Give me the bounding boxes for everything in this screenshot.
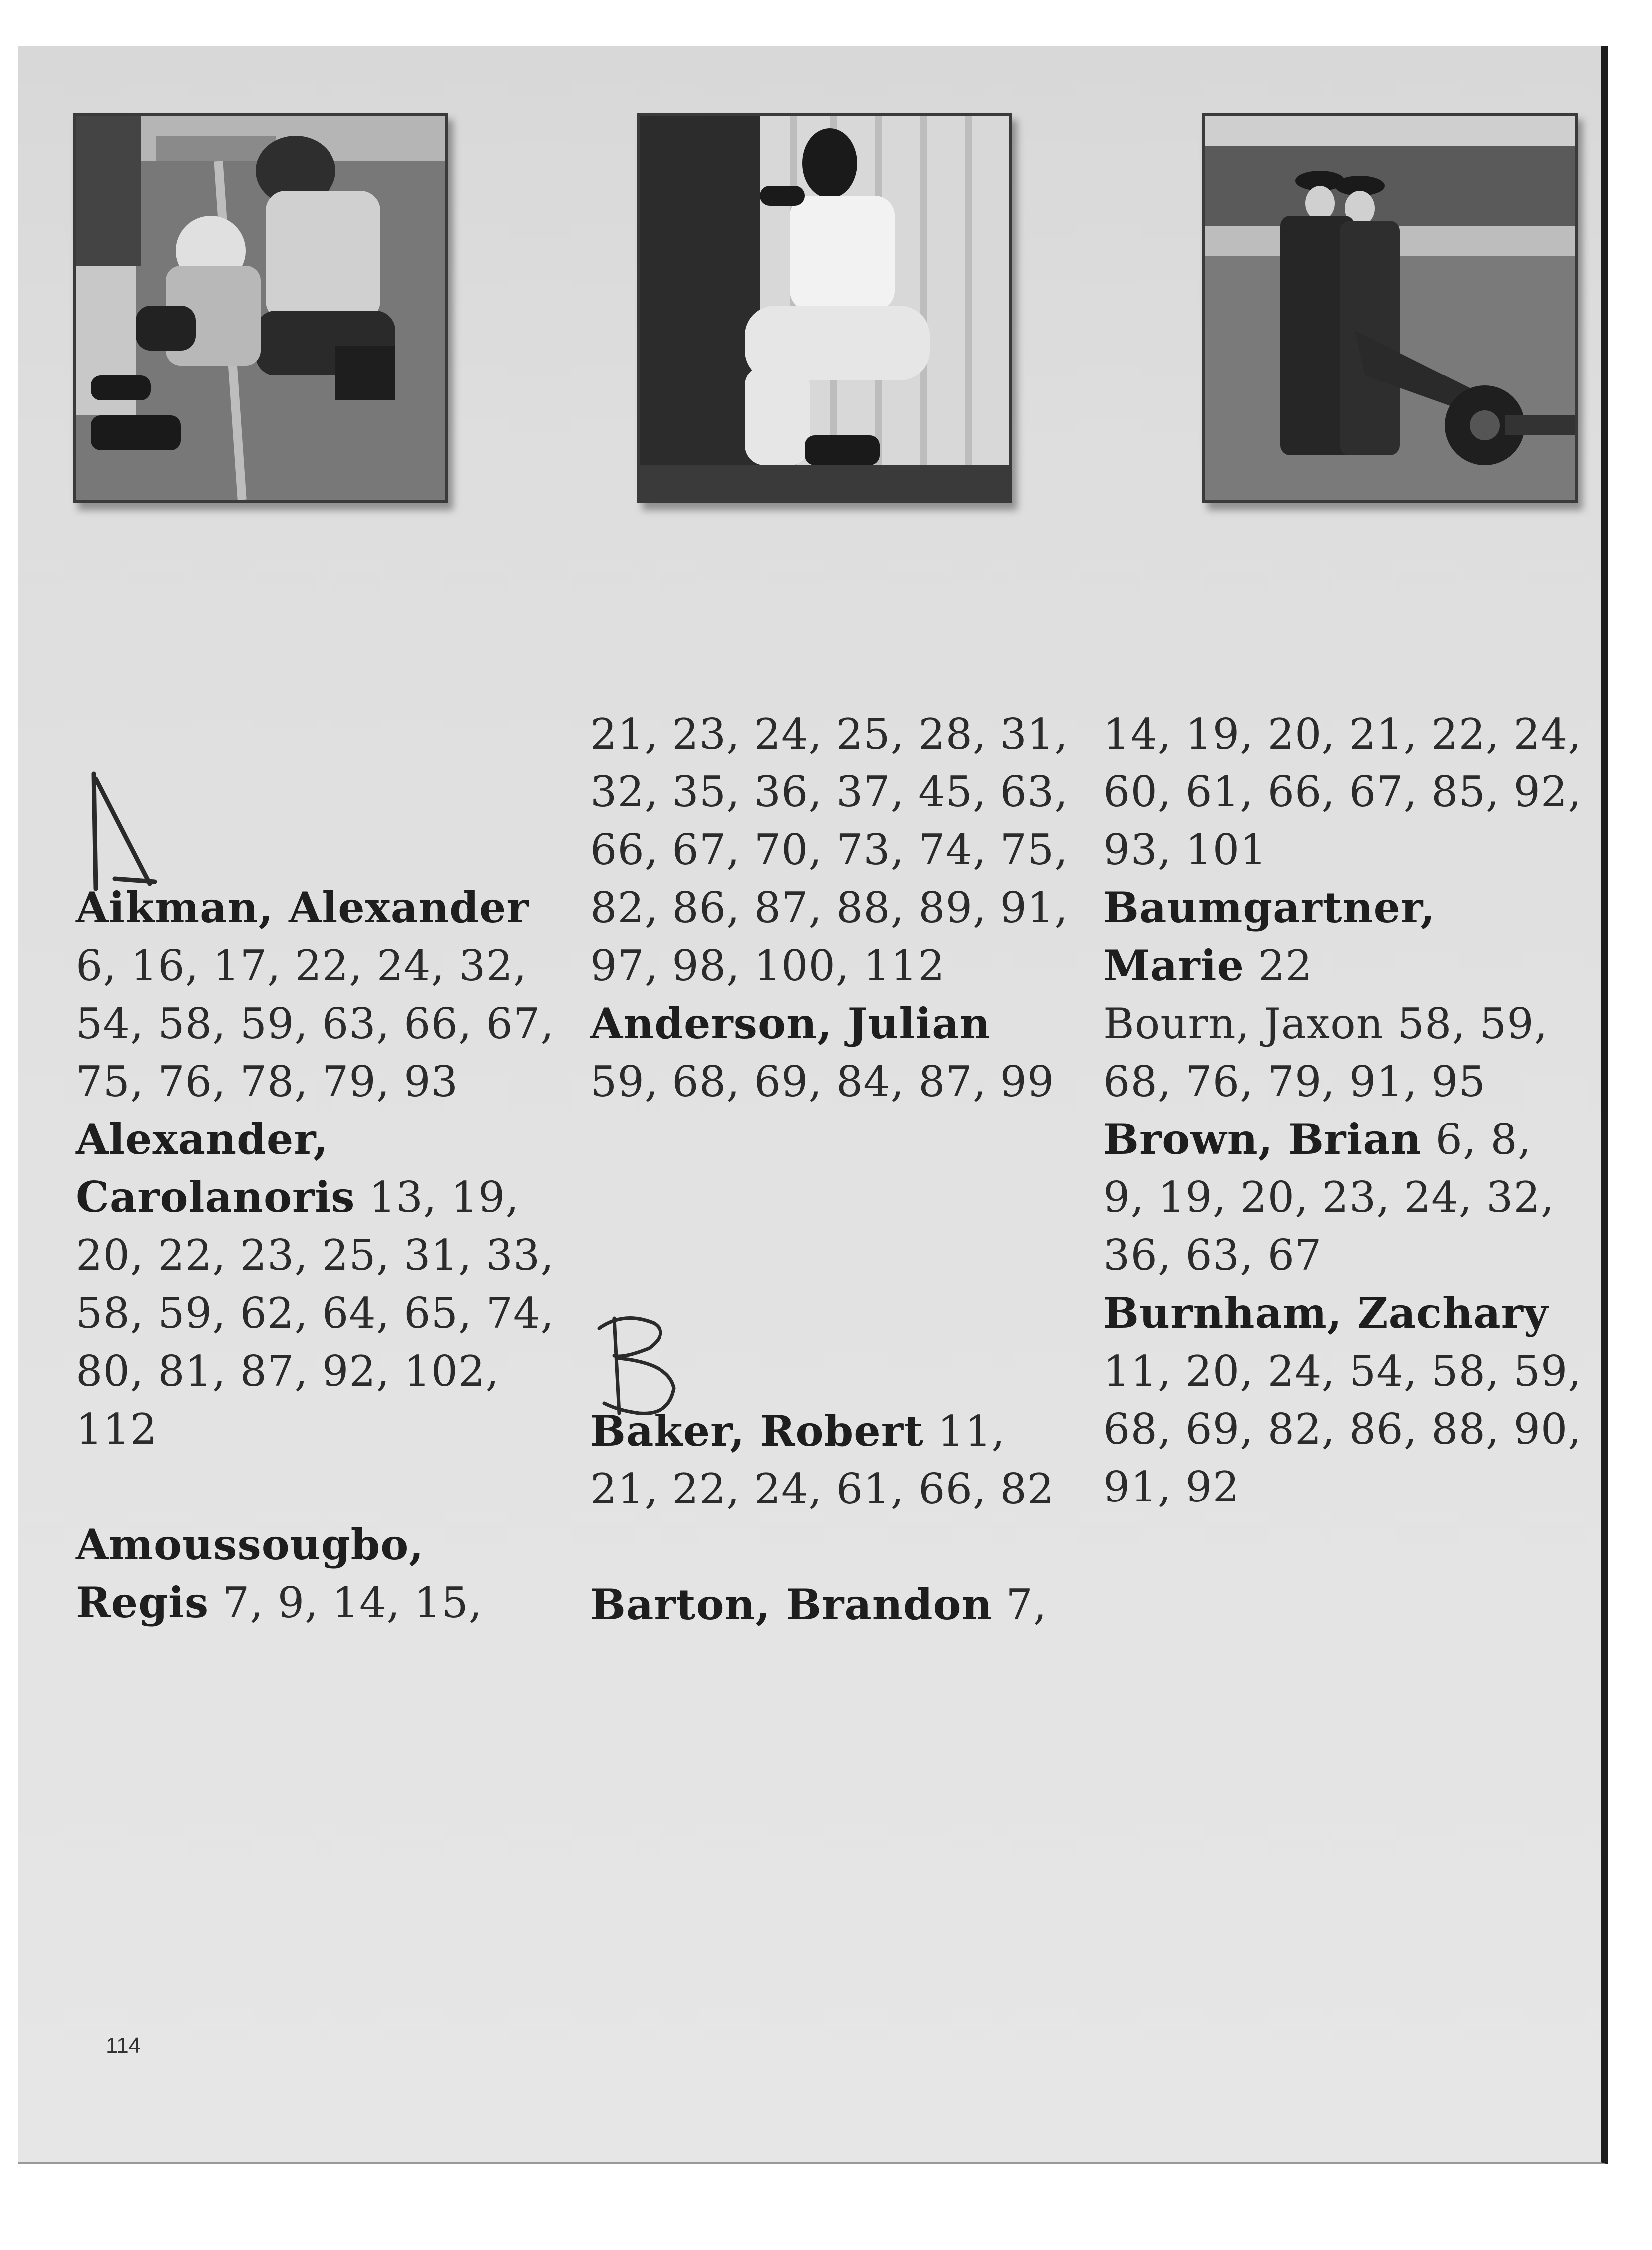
entry-name: Baker, Robert: [590, 1406, 924, 1456]
students-measuring-image: [76, 116, 445, 500]
entry-pages: 13, 19, 20, 22, 23, 25, 31, 33, 58, 59, 62, 64, 65, 74, 80, 81, 87, 92, 102, 112: [76, 1173, 555, 1454]
spacer: [590, 1518, 1069, 1576]
entry-name: Amoussougbo, Regis: [76, 1520, 424, 1627]
index-column-2-b: [590, 1402, 1069, 1634]
index-entry: [1103, 1284, 1583, 1516]
entry-pages: 7,: [1006, 1580, 1047, 1629]
entry-name: Aikman, Alexander: [76, 883, 529, 932]
index-column-3: [1103, 705, 1583, 1516]
index-entry: [76, 879, 555, 1111]
cadets-cannon-image: [1205, 116, 1575, 500]
entry-name: Brown, Brian: [1103, 1115, 1422, 1164]
index-column-2: [590, 705, 1069, 1111]
entry-name: Anderson, Julian: [590, 999, 991, 1048]
entry-pages: 22: [1258, 941, 1313, 990]
entry-name: Burnham, Zachary: [1103, 1288, 1549, 1338]
entry-name: Alexander, Carolanoris: [76, 1115, 355, 1222]
index-entry: [590, 1402, 1069, 1518]
entry-pages: 11, 20, 24, 54, 58, 59, 68, 69, 82, 86, 88, 90, 91, 92: [1103, 1347, 1582, 1511]
index-entry: [76, 1516, 555, 1632]
index-entry: [76, 1111, 555, 1458]
entry-name: Baumgartner, Marie: [1103, 883, 1436, 990]
photo-students-measuring: [73, 113, 448, 503]
student-dancing-image: [640, 116, 1009, 500]
page-number: 114: [106, 2033, 141, 2058]
index-entry: [1103, 1111, 1583, 1284]
entry-pages: 11, 21, 22, 24, 61, 66, 82: [590, 1407, 1055, 1513]
index-entry: [1103, 879, 1583, 995]
index-entry: [1103, 995, 1583, 1111]
index-column-1: [76, 879, 555, 1632]
entry-pages: 6, 16, 17, 22, 24, 32, 54, 58, 59, 63, 66, 67, 75, 76, 78, 79, 93: [76, 941, 555, 1106]
section-letter-a: [85, 764, 160, 894]
entry-name: Bourn, Jaxon: [1103, 999, 1384, 1048]
entry-pages: 6, 8, 9, 19, 20, 23, 24, 32, 36, 63, 67: [1103, 1115, 1555, 1280]
photo-student-dancing: [637, 113, 1012, 503]
entry-name: Barton, Brandon: [590, 1580, 992, 1629]
continued-pages: 21, 23, 24, 25, 28, 31, 32, 35, 36, 37, 45, 63, 66, 67, 70, 73, 74, 75, 82, 86, 87, 88, 89, 91, 97, 98, 100, 112: [590, 710, 1069, 990]
index-entry: [590, 1576, 1069, 1634]
entry-pages: 59, 68, 69, 84, 87, 99: [590, 1057, 1055, 1106]
letter-a-glyph: [85, 764, 160, 894]
entry-pages: 7, 9, 14, 15,: [222, 1578, 483, 1627]
entry-pages: 58, 59, 68, 76, 79, 91, 95: [1103, 999, 1548, 1106]
photo-cadets-cannon: [1202, 113, 1578, 503]
spacer: [76, 1458, 555, 1516]
index-entry: [590, 995, 1069, 1111]
continued-pages: 14, 19, 20, 21, 22, 24, 60, 61, 66, 67, 85, 92, 93, 101: [1103, 710, 1582, 874]
